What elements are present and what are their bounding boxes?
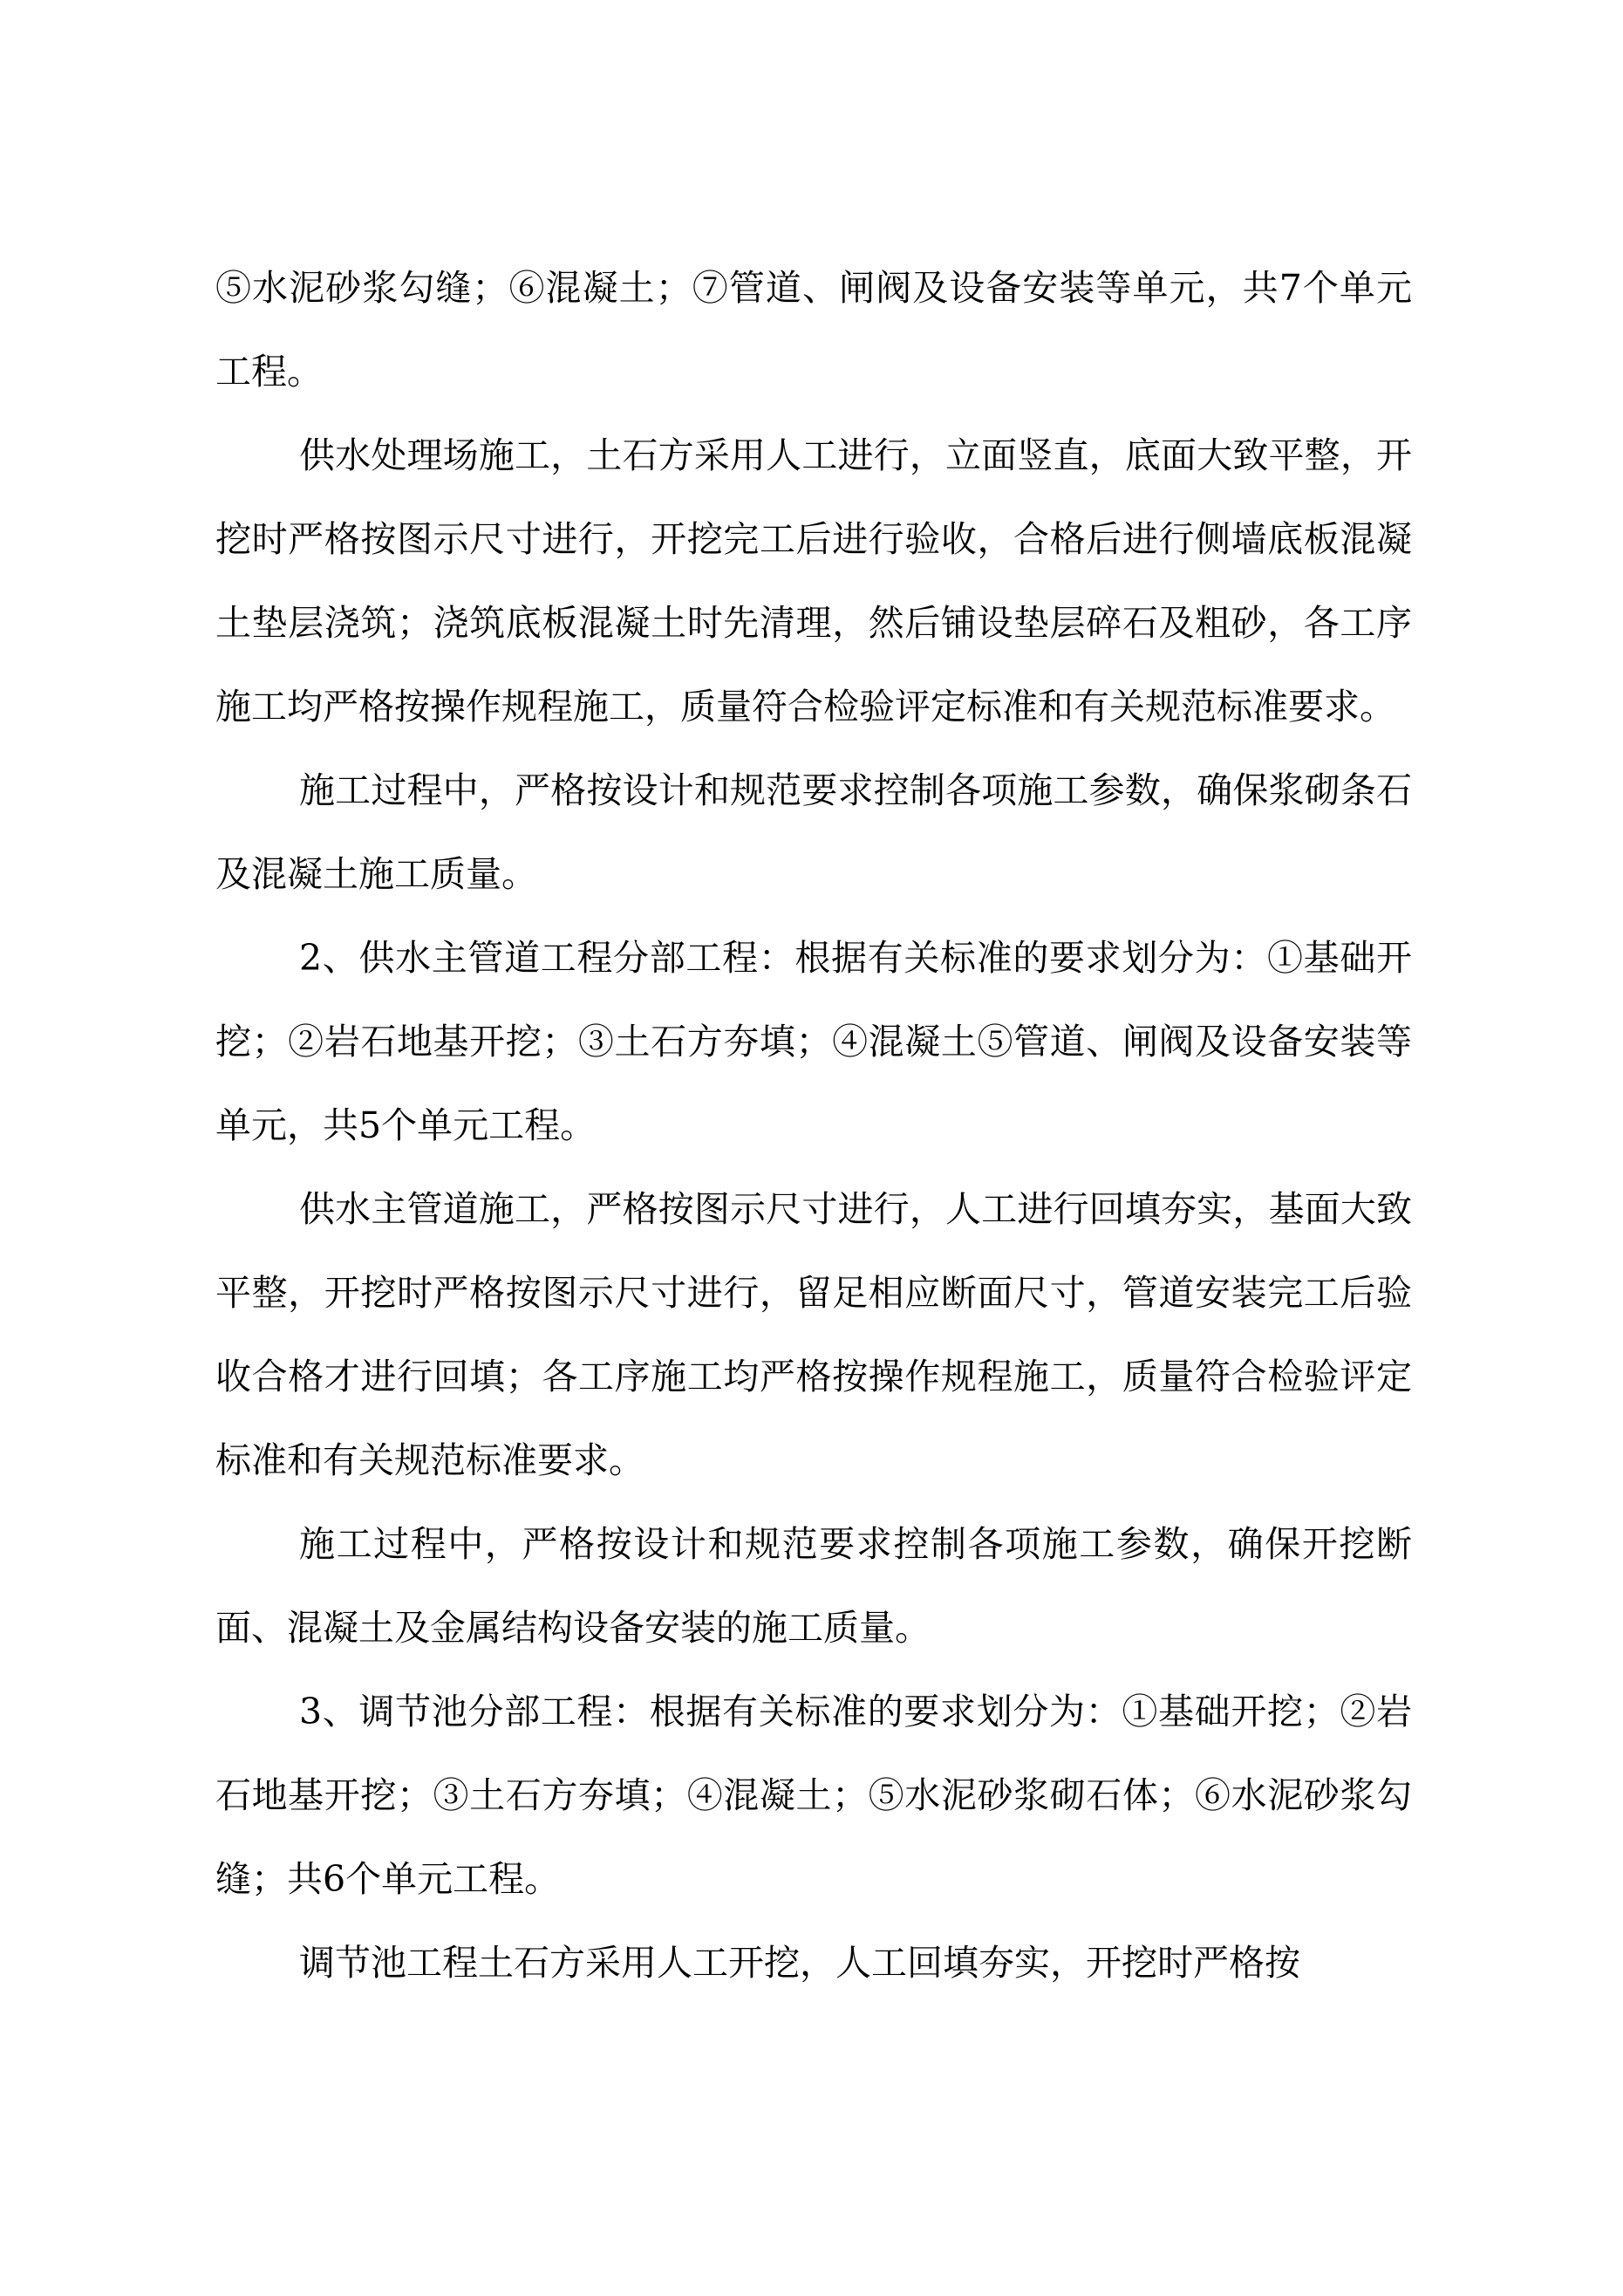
paragraph-8: 调节池工程土石方采用人工开挖，人工回填夯实，开挖时严格按 <box>299 1942 1300 1984</box>
document-body <box>215 246 1412 2005</box>
paragraph-7: 3、调节池分部工程：根据有关标准的要求划分为：①基础开挖；②岩石地基开挖；③土石方夯填；④混凝土；⑤水泥砂浆砌石体；⑥水泥砂浆勾缝；共6个单元工程。 <box>215 1691 1412 1900</box>
paragraph-6: 施工过程中，严格按设计和规范要求控制各项施工参数，确保开挖断面、混凝土及金属结构设备安装的施工质量。 <box>215 1523 1412 1649</box>
paragraph-1: ⑤水泥砂浆勾缝；⑥混凝土；⑦管道、闸阀及设备安装等单元，共7个单元工程。 <box>215 267 1412 393</box>
paragraph-4: 2、供水主管道工程分部工程：根据有关标准的要求划分为：①基础开挖；②岩石地基开挖；③土石方夯填；④混凝土⑤管道、闸阀及设备安装等单元，共5个单元工程。 <box>215 937 1412 1146</box>
paragraph-3: 施工过程中，严格按设计和规范要求控制各项施工参数，确保浆砌条石及混凝土施工质量。 <box>215 769 1412 895</box>
paragraph-2: 供水处理场施工，土石方采用人工进行，立面竖直，底面大致平整，开挖时严格按图示尺寸进行，开挖完工后进行验收，合格后进行侧墙底板混凝土垫层浇筑；浇筑底板混凝土时先清理，然后铺设垫层碎石及粗砂，各工序施工均严格按操作规程施工，质量符合检验评定标准和有关规范标准要求。 <box>215 434 1412 728</box>
paragraph-5: 供水主管道施工，严格按图示尺寸进行，人工进行回填夯实，基面大致平整，开挖时严格按图示尺寸进行，留足相应断面尺寸，管道安装完工后验收合格才进行回填；各工序施工均严格按操作规程施工，质量符合检验评定标准和有关规范标准要求。 <box>215 1188 1412 1481</box>
